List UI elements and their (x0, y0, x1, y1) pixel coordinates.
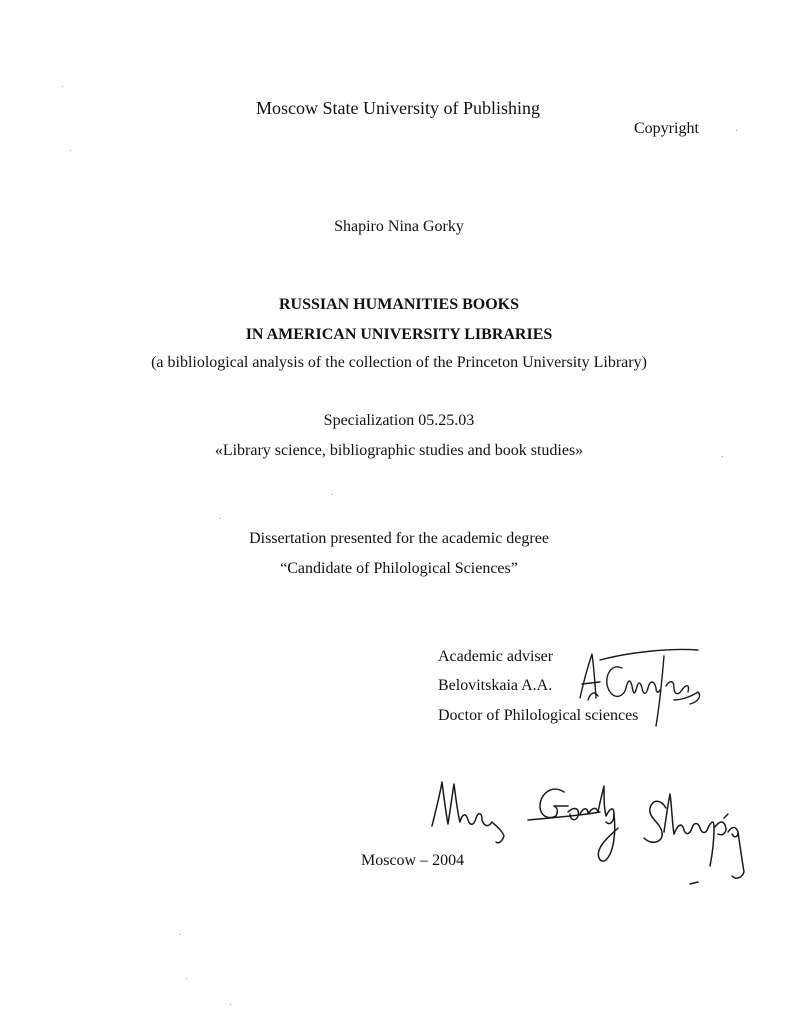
author-signature (428, 772, 748, 892)
title-line-1: RUSSIAN HUMANITIES BOOKS (278, 296, 520, 313)
scan-speck (62, 86, 63, 87)
specialization-name: «Library science, bibliographic studies and book studies» (214, 442, 584, 459)
scan-speck (186, 978, 187, 979)
scan-speck (180, 934, 181, 935)
scan-speck (220, 518, 221, 519)
specialization-code: Specialization 05.25.03 (323, 412, 475, 429)
adviser-name: Belovitskaia A.A. (438, 677, 553, 694)
title-line-2: IN AMERICAN UNIVERSITY LIBRARIES (245, 326, 553, 343)
university-name: Moscow State University of Publishing (256, 98, 540, 118)
degree-line-1: Dissertation presented for the academic degree (249, 530, 549, 547)
adviser-signature (570, 640, 710, 730)
adviser-degree: Doctor of Philological sciences (438, 707, 639, 724)
scan-speck (722, 456, 723, 457)
place-year: Moscow – 2004 (361, 852, 465, 869)
adviser-role: Academic adviser (438, 648, 554, 665)
author-name: Shapiro Nina Gorky (334, 218, 464, 235)
scan-speck (230, 1004, 231, 1005)
scan-speck (736, 130, 737, 131)
scan-speck (70, 150, 71, 151)
title-subtitle: (a bibliological analysis of the collection of the Princeton University Library) (151, 354, 647, 371)
degree-line-2: “Candidate of Philological Sciences” (280, 560, 518, 577)
scan-speck (332, 494, 333, 495)
copyright-label: Copyright (634, 120, 699, 137)
